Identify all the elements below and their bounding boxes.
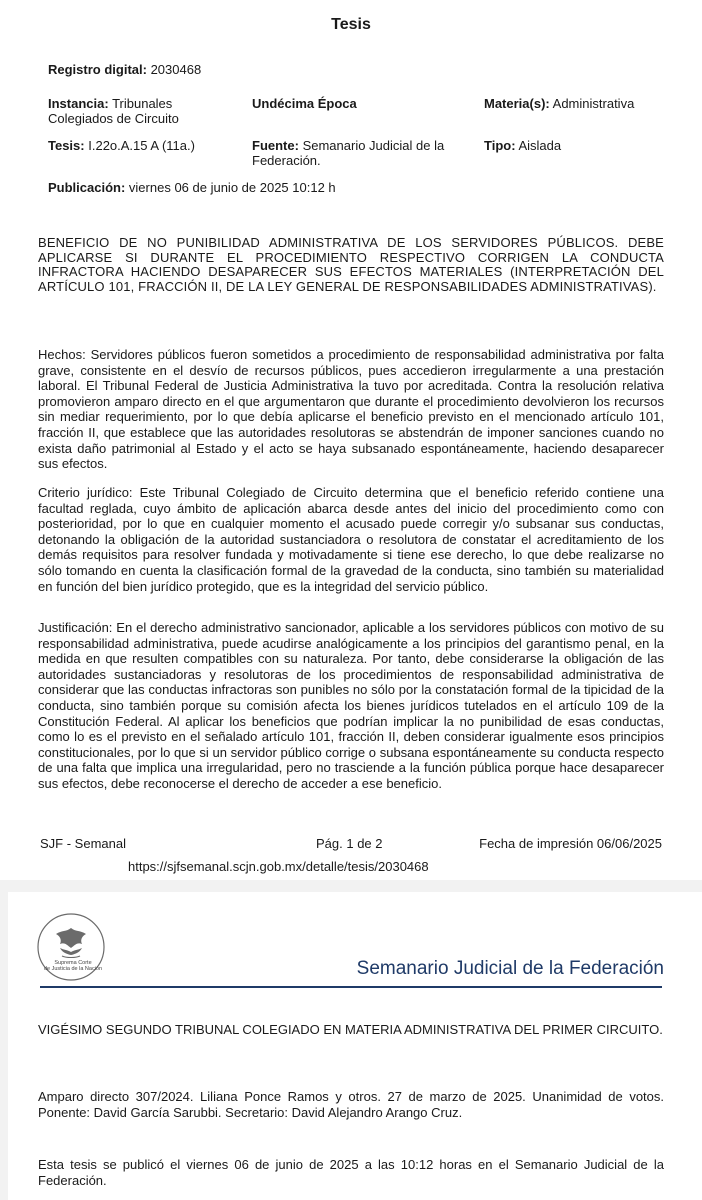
tipo-value: Aislada: [518, 138, 562, 153]
tesis-value: I.22o.A.15 A (11a.): [88, 138, 195, 153]
tipo: [484, 138, 561, 153]
scjn-logo-line2: de Justicia de la Nación: [43, 966, 103, 972]
tribunal-paragraph: VIGÉSIMO SEGUNDO TRIBUNAL COLEGIADO EN MATERIA ADMINISTRATIVA DEL PRIMER CIRCUITO.: [38, 1022, 663, 1037]
tesis-rubro: BENEFICIO DE NO PUNIBILIDAD ADMINISTRATIVA DE LOS SERVIDORES PÚBLICOS. DEBE APLICARSE SI DURANTE EL PROCEDIMIENTO RESPECTIVO CORRIGEN LA CONDUCTA INFRACTORA HACIENDO DESAPARECER SUS EFECTOS MATERIALES (INTERPRETACIÓN DEL ARTÍCULO 101, FRACCIÓN II, DE LA LEY GENERAL DE RESPONSABILIDADES ADMINISTRATIVAS).: [38, 235, 664, 294]
semanario-header-title: Semanario Judicial de la Federación: [356, 958, 664, 979]
amparo-paragraph: Amparo directo 307/2024. Liliana Ponce Ramos y otros. 27 de marzo de 2025. Unanimidad de votos. Ponente: David García Sarubbi. Secretario: David Alejandro Arango Cruz.: [38, 1089, 664, 1120]
hechos-paragraph: Hechos: Servidores públicos fueron sometidos a procedimiento de responsabilidad administrativa por falta grave, consistente en el desvío de recursos públicos, pues accedieron irregularmente a una prestación laboral. El Tribunal Federal de Justicia Administrativa la tuvo por acreditada. Contra la resolución relativa promovieron amparo directo en el que argumentaron que durante el procedimiento devolvieron los recursos sin mediar requerimiento, por lo que debía aplicarse el beneficio previsto en el mencionado artículo 101, fracción II, que establece que las autoridades resolutoras se abstendrán de imponer sanciones cuando no exista daño patrimonial al Estado y el acto se haya subsanado espontáneamente, haciendo desaparecer sus efectos.: [38, 347, 664, 472]
materia-value: Administrativa: [552, 96, 635, 111]
justificacion-paragraph: Justificación: En el derecho administrativo sancionador, aplicable a los servidores públicos con motivo de su responsabilidad administrativa, puede acudirse analógicamente a los principios del garantismo penal, en la medida en que resulten compatibles con su naturaleza. Por tanto, debe considerarse la obligación de las autoridades sustanciadoras y resolutoras de los procedimientos de responsabilidad administrativa de considerar que las conductas infractoras son punibles no sólo por la constatación formal de la tipicidad de la conducta, sino también porque su comisión afecta los bienes jurídicos tutelados en el artículo 109 de la Constitución Federal. Al aplicar los beneficios que podrían implicar la no punibilidad de esas conductas, como lo es el previsto en el señalado artículo 101, fracción II, deben considerar igualmente esos principios constitucionales, por lo que si un servidor público corrige o subsana espontáneamente su conducta respecto de una falta que implica una irregularidad, pero no trasciende a la función pública porque hace desaparecer sus efectos, debe reconocerse el derecho de acceder a ese beneficio.: [38, 620, 664, 791]
fuente-value: Semanario Judicial de la Federación.: [252, 138, 445, 168]
document-title: Tesis: [331, 16, 371, 33]
registro-label: Registro digital:: [48, 62, 147, 77]
instancia-label: Instancia:: [48, 96, 109, 111]
scjn-logo-text: [42, 960, 104, 972]
publicacion-label: Publicación:: [48, 180, 126, 195]
tesis-label: Tesis:: [48, 138, 85, 153]
document-page-2: [8, 892, 702, 1200]
materia-label: Materia(s):: [484, 96, 550, 111]
fuente-label: Fuente:: [252, 138, 299, 153]
registro-digital: [48, 62, 201, 77]
instancia: [48, 96, 223, 126]
epoca-value: Undécima Época: [252, 96, 357, 111]
header-rule: [40, 986, 662, 988]
footer-print-date: Fecha de impresión 06/06/2025: [479, 836, 662, 851]
tipo-label: Tipo:: [484, 138, 516, 153]
criterio-paragraph: Criterio jurídico: Este Tribunal Colegiado de Circuito determina que el beneficio referido contiene una facultad reglada, cuyo ámbito de aplicación abarca desde antes del inicio del procedimiento como con posterioridad, por lo que en cualquier momento el acusado puede corregir y/o subsanar sus conductas, detonando la obligación de la autoridad sustanciadora o resolutora de constatar el acreditamiento de los demás requisitos para resolver fundada y motivadamente si tiene ese derecho, lo que debe realizarse no sólo tomando en cuenta la clasificación formal de la gravedad de la conducta, sino también su materialidad en función del bien jurídico protegido, que es la integridad del servicio público.: [38, 485, 664, 594]
publicacion-value: viernes 06 de junio de 2025 10:12 h: [128, 180, 336, 195]
footer-source: SJF - Semanal: [40, 836, 126, 851]
publicacion-note: Esta tesis se publicó el viernes 06 de junio de 2025 a las 10:12 horas en el Semanario Judicial de la Federación.: [38, 1157, 664, 1188]
scjn-logo-line1: Suprema Corte: [54, 960, 92, 966]
footer-page: Pág. 1 de 2: [316, 836, 383, 851]
fuente: [252, 138, 467, 168]
materia: [484, 96, 634, 111]
publicacion: [48, 180, 336, 195]
footer-url[interactable]: https://sjfsemanal.scjn.gob.mx/detalle/tesis/2030468: [128, 859, 429, 874]
tesis-number: [48, 138, 195, 153]
registro-value: 2030468: [150, 62, 202, 77]
epoca: [252, 96, 357, 111]
instancia-value: Tribunales Colegiados de Circuito: [48, 96, 179, 126]
